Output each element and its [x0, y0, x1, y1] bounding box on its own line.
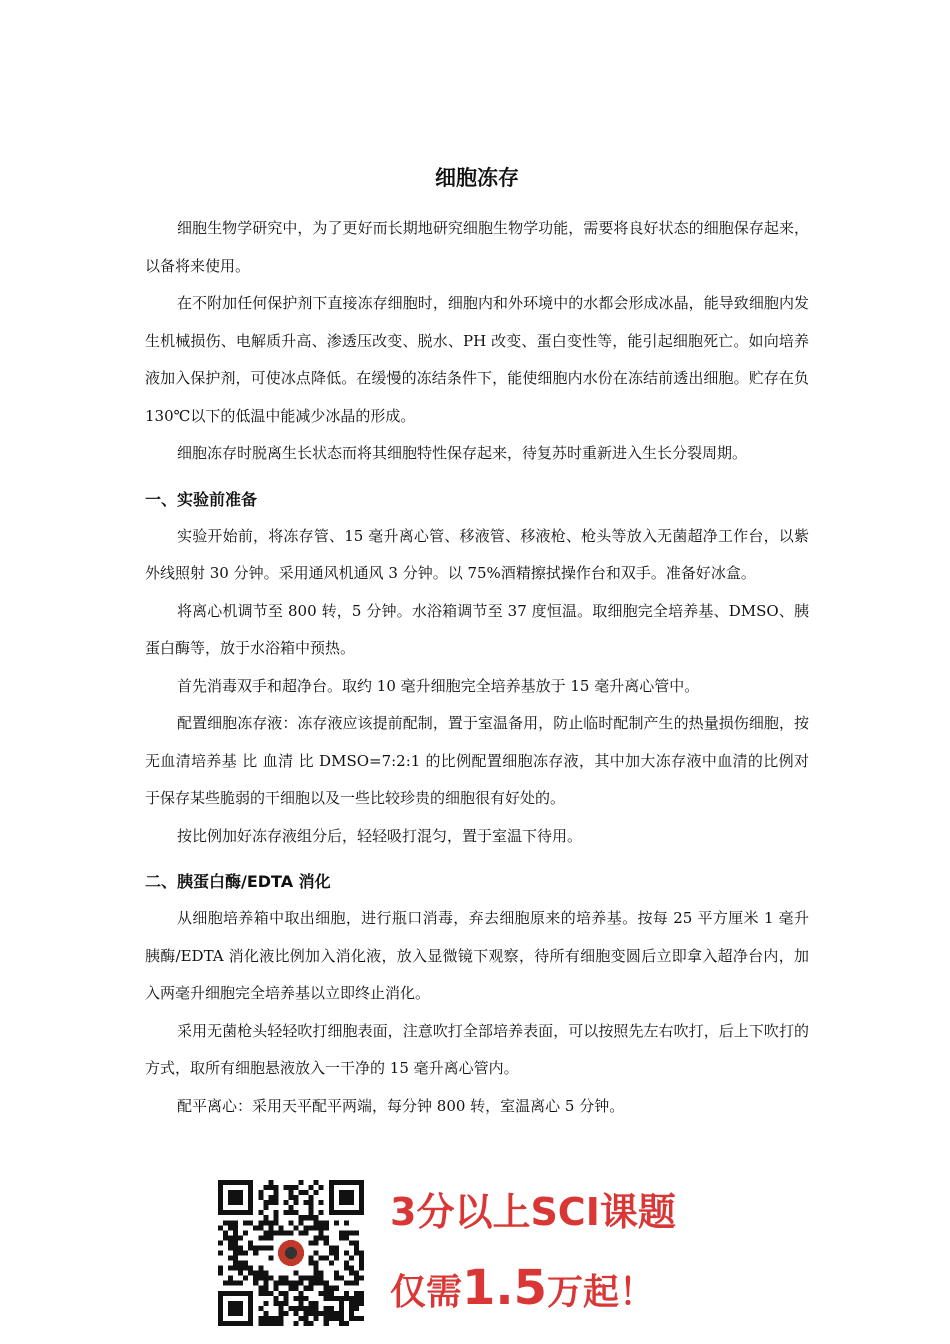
promo-headline: 3分以上SCI课题 — [390, 1190, 676, 1234]
section-1-paragraph-1: 实验开始前，将冻存管、15 毫升离心管、移液管、移液枪、枪头等放入无菌超净工作台，以紫外线照射 30 分钟。采用通风机通风 3 分钟。以 75%酒精擦拭操作台和双手。准备好冰盒。 — [145, 526, 809, 582]
promo-banner — [218, 1180, 738, 1326]
intro-paragraph-1: 细胞生物学研究中，为了更好而长期地研究细胞生物学功能，需要将良好状态的细胞保存起来，以备将来使用。 — [145, 219, 809, 275]
section-2-paragraph-2: 采用无菌枪头轻轻吹打细胞表面，注意吹打全部培养表面，可以按照先左右吹打，后上下吹打的方式，取所有细胞悬液放入一干净的 15 毫升离心管内。 — [145, 1021, 809, 1077]
section-2-paragraph-3: 配平离心：采用天平配平两端，每分钟 800 转，室温离心 5 分钟。 — [177, 1096, 625, 1115]
section-1-paragraph-2: 将离心机调节至 800 转，5 分钟。水浴箱调节至 37 度恒温。取细胞完全培养基、DMSO、胰蛋白酶等，放于水浴箱中预热。 — [145, 601, 809, 657]
document-title: 细胞冻存 — [435, 166, 519, 190]
promo-price-suffix: 万起！ — [547, 1272, 656, 1313]
promo-price-prefix: 仅需 — [390, 1272, 463, 1313]
qr-code-icon[interactable] — [218, 1180, 364, 1326]
section-1-paragraph-4: 配置细胞冻存液：冻存液应该提前配制，置于室温备用，防止临时配制产生的热量损伤细胞，按无血清培养基 比 血清 比 DMSO=7:2:1 的比例配置细胞冻存液，其中加大冻存液中血清的比例对于保存某些脆弱的干细胞以及一些比较珍贵的细胞很有好处的。 — [145, 714, 809, 807]
document-page — [145, 158, 809, 1125]
intro-paragraph-2: 在不附加任何保护剂下直接冻存细胞时，细胞内和外环境中的水都会形成冰晶，能导致细胞内发生机械损伤、电解质升高、渗透压改变、脱水、PH 改变、蛋白变性等，能引起细胞死亡。如向培养液加入保护剂，可使冰点降低。在缓慢的冻结条件下，能使细胞内水份在冻结前透出细胞。贮存在负 130℃以下的低温中能减少冰晶的形成。 — [145, 294, 809, 425]
section-2-paragraph-1: 从细胞培养箱中取出细胞，进行瓶口消毒，弃去细胞原来的培养基。按每 25 平方厘米 1 毫升胰酶/EDTA 消化液比例加入消化液，放入显微镜下观察，待所有细胞变圆后立即拿入超净台内，加入两毫升细胞完全培养基以立即终止消化。 — [145, 909, 809, 1002]
section-1-heading: 一、实验前准备 — [145, 489, 258, 509]
section-1-paragraph-5: 按比例加好冻存液组分后，轻轻吸打混匀，置于室温下待用。 — [177, 826, 583, 845]
promo-price-line — [390, 1260, 655, 1321]
promo-price-number: 1.5 — [462, 1260, 548, 1316]
intro-paragraph-3: 细胞冻存时脱离生长状态而将其细胞特性保存起来，待复苏时重新进入生长分裂周期。 — [177, 444, 748, 462]
section-1-paragraph-3: 首先消毒双手和超净台。取约 10 毫升细胞完全培养基放于 15 毫升离心管中。 — [177, 676, 700, 695]
section-2-heading: 二、胰蛋白酶/EDTA 消化 — [145, 872, 331, 891]
